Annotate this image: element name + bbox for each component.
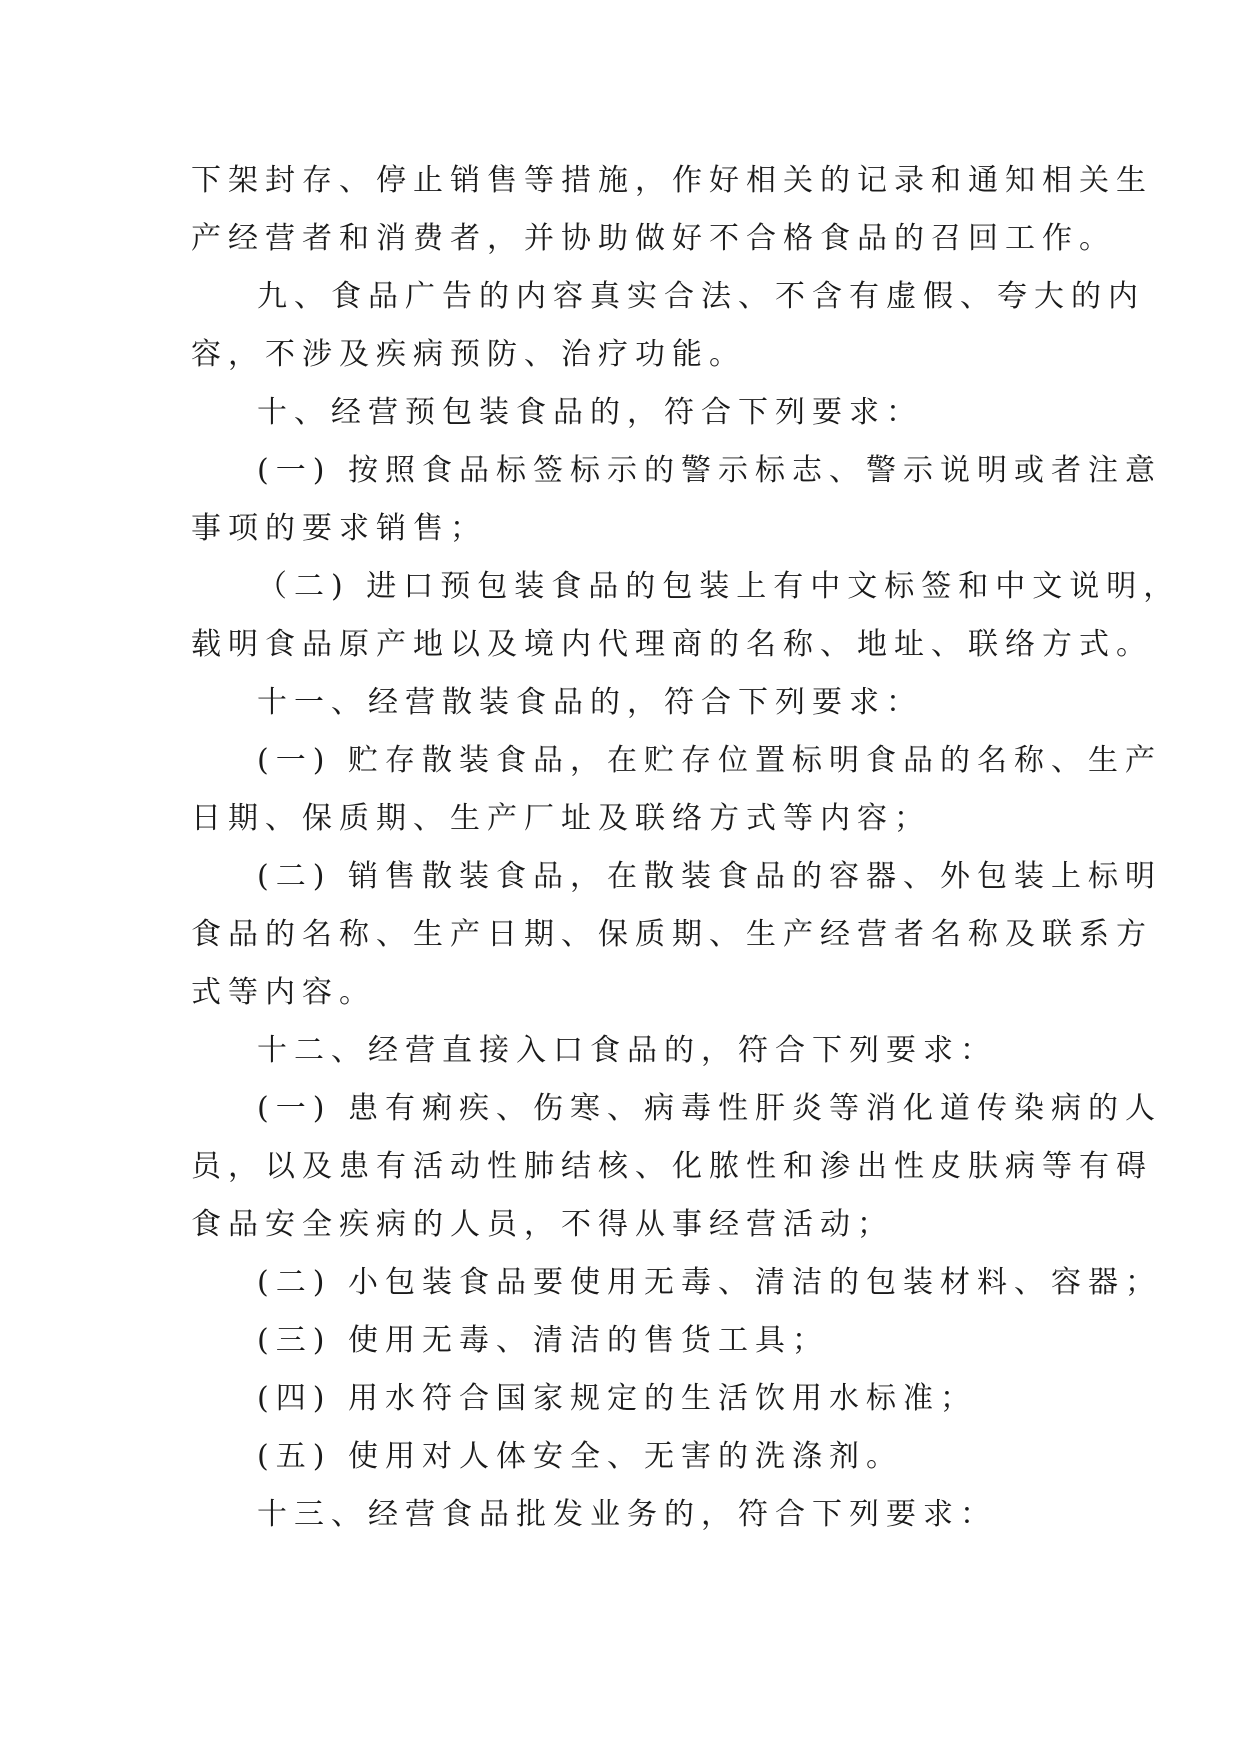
list-item: (四) 用水符合国家规定的生活饮用水标准； (257, 1381, 977, 1416)
text-line: 日期、保质期、生产厂址及联络方式等内容； (191, 801, 931, 836)
text-line: 载明食品原产地以及境内代理商的名称、地址、联络方式。 (191, 627, 1153, 662)
text-line: 下架封存、停止销售等措施，作好相关的记录和通知相关生 (191, 163, 1153, 198)
text-line: 事项的要求销售； (191, 511, 487, 546)
section-heading-thirteen: 十三、经营食品批发业务的，符合下列要求： (257, 1497, 997, 1532)
section-heading-eleven: 十一、经营散装食品的，符合下列要求： (257, 685, 923, 720)
section-heading-twelve: 十二、经营直接入口食品的，符合下列要求： (257, 1033, 997, 1068)
list-item: (一) 贮存散装食品，在贮存位置标明食品的名称、生产 (257, 743, 1162, 778)
list-item: （二) 进口预包装食品的包装上有中文标签和中文说明， (257, 569, 1181, 604)
list-item: (一) 按照食品标签标示的警示标志、警示说明或者注意 (257, 453, 1162, 488)
text-line: 式等内容。 (191, 975, 376, 1010)
list-item: (五) 使用对人体安全、无害的洗涤剂。 (257, 1439, 903, 1474)
paragraph-nine: 九、食品广告的内容真实合法、不含有虚假、夸大的内 (257, 279, 1145, 314)
text-line: 容，不涉及疾病预防、治疗功能。 (191, 337, 746, 372)
section-heading-ten: 十、经营预包装食品的，符合下列要求： (257, 395, 923, 430)
text-line: 产经营者和消费者，并协助做好不合格食品的召回工作。 (191, 221, 1116, 256)
list-item: (一) 患有痢疾、伤寒、病毒性肝炎等消化道传染病的人 (257, 1091, 1162, 1126)
text-line: 食品的名称、生产日期、保质期、生产经营者名称及联系方 (191, 917, 1153, 952)
list-item: (三) 使用无毒、清洁的售货工具； (257, 1323, 829, 1358)
list-item: (二) 小包装食品要使用无毒、清洁的包装材料、容器； (257, 1265, 1162, 1300)
text-line: 员，以及患有活动性肺结核、化脓性和渗出性皮肤病等有碍 (191, 1149, 1153, 1184)
list-item: (二) 销售散装食品，在散装食品的容器、外包装上标明 (257, 859, 1162, 894)
body-text (191, 152, 1181, 1544)
text-line: 食品安全疾病的人员，不得从事经营活动； (191, 1207, 894, 1242)
